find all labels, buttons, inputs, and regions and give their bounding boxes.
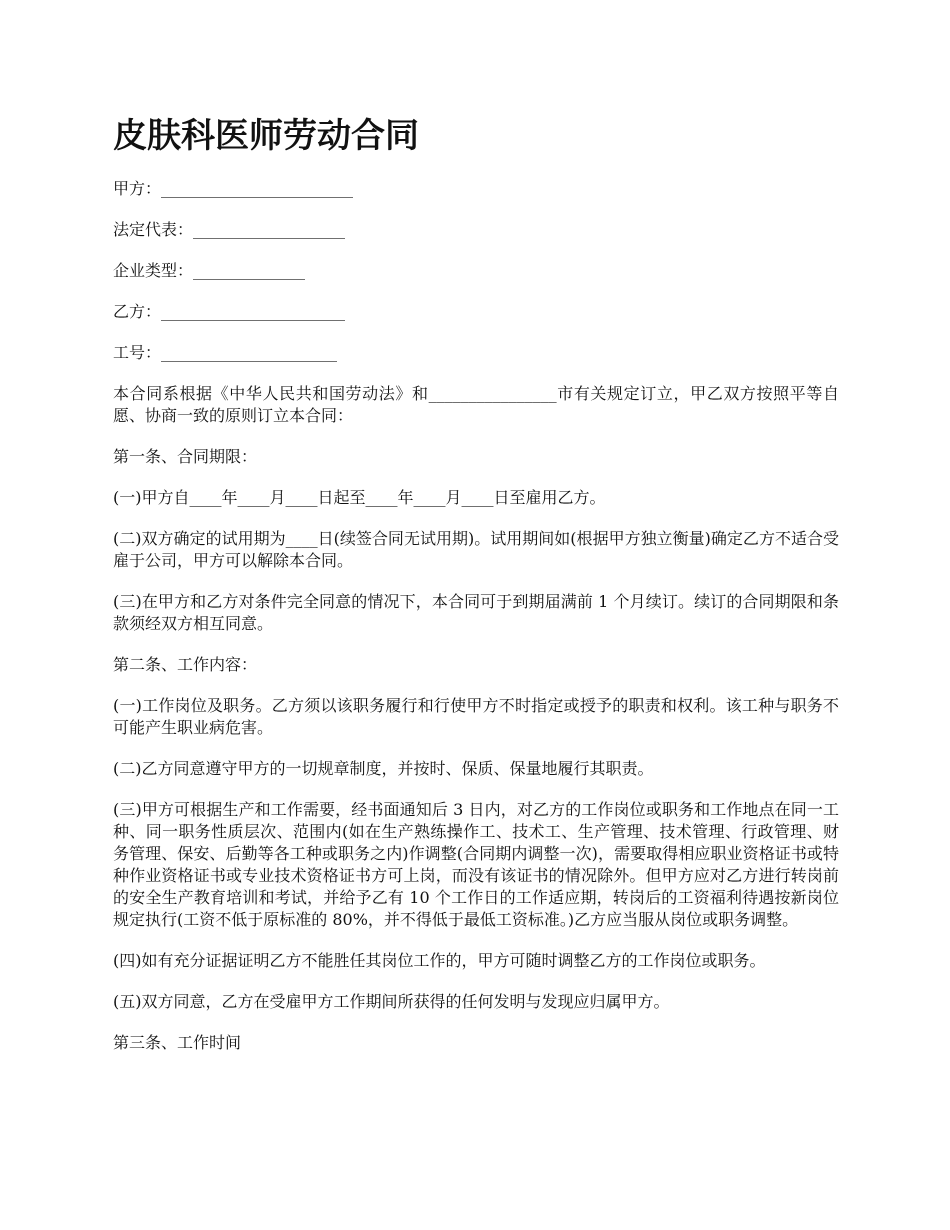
party-a-field: 甲方：________________________ bbox=[113, 179, 354, 198]
legal-representative-field: 法定代表：___________________ bbox=[113, 220, 346, 239]
clause-paragraph: (四)如有充分证据证明乙方不能胜任其岗位工作的，甲方可随时调整乙方的工作岗位或职务。 bbox=[113, 951, 766, 970]
enterprise-type-field: 企业类型：______________ bbox=[113, 261, 306, 280]
clause-paragraph: (二)双方确定的试用期为____日(续签合同无试用期)。试用期间如(根据甲方独立衡量)确定乙方不适合受雇于公司，甲方可以解除本合同。 bbox=[113, 529, 839, 570]
article-heading: 第一条、合同期限： bbox=[113, 447, 258, 466]
clause-paragraph: (一)工作岗位及职务。乙方须以该职务履行和行使甲方不时指定或授予的职责和权利。该工种与职务不可能产生职业病危害。 bbox=[113, 696, 839, 737]
clause-paragraph: (五)双方同意，乙方在受雇甲方工作期间所获得的任何发明与发现应归属甲方。 bbox=[113, 992, 670, 1011]
clause-paragraph: (二)乙方同意遵守甲方的一切规章制度，并按时、保质、保量地履行其职责。 bbox=[113, 759, 654, 778]
preamble-paragraph: 本合同系根据《中华人民共和国劳动法》和________________市有关规定订立，甲乙双方按照平等自愿、协商一致的原则订立本合同： bbox=[113, 384, 839, 425]
article-heading: 第三条、工作时间 bbox=[113, 1033, 242, 1052]
document-body bbox=[113, 112, 839, 1073]
article-heading: 第二条、工作内容： bbox=[113, 655, 258, 674]
clause-paragraph: (三)甲方可根据生产和工作需要，经书面通知后 3 日内，对乙方的工作岗位或职务和工作地点在同一工种、同一职务性质层次、范围内(如在生产熟练操作工、技术工、生产管理、技术管理、行政管理、财务管理、保安、后勤等各工种或职务之内)作调整(合同期内调整一次)，需要取得相应职业资格证书或特种作业资格证书或专业技术资格证书方可上岗，而没有该证书的情况除外。但甲方应对乙方进行转岗前的安全生产教育培训和考试，并给予乙有 10 个工作日的工作适应期，转岗后的工资福利待遇按新岗位规定执行(工资不低于原标准的 80%，并不得低于最低工资标准。)乙方应当服从岗位或职务调整。 bbox=[113, 800, 839, 929]
clause-paragraph: (三)在甲方和乙方对条件完全同意的情况下，本合同可于到期届满前 1 个月续订。续订的合同期限和条款须经双方相互同意。 bbox=[113, 592, 839, 633]
clause-paragraph: (一)甲方自____年____月____日起至____年____月____日至雇用乙方。 bbox=[113, 488, 606, 507]
party-b-field: 乙方：_______________________ bbox=[113, 302, 346, 321]
employee-number-field: 工号：______________________ bbox=[113, 343, 338, 362]
document-title: 皮肤科医师劳动合同 bbox=[113, 116, 419, 156]
